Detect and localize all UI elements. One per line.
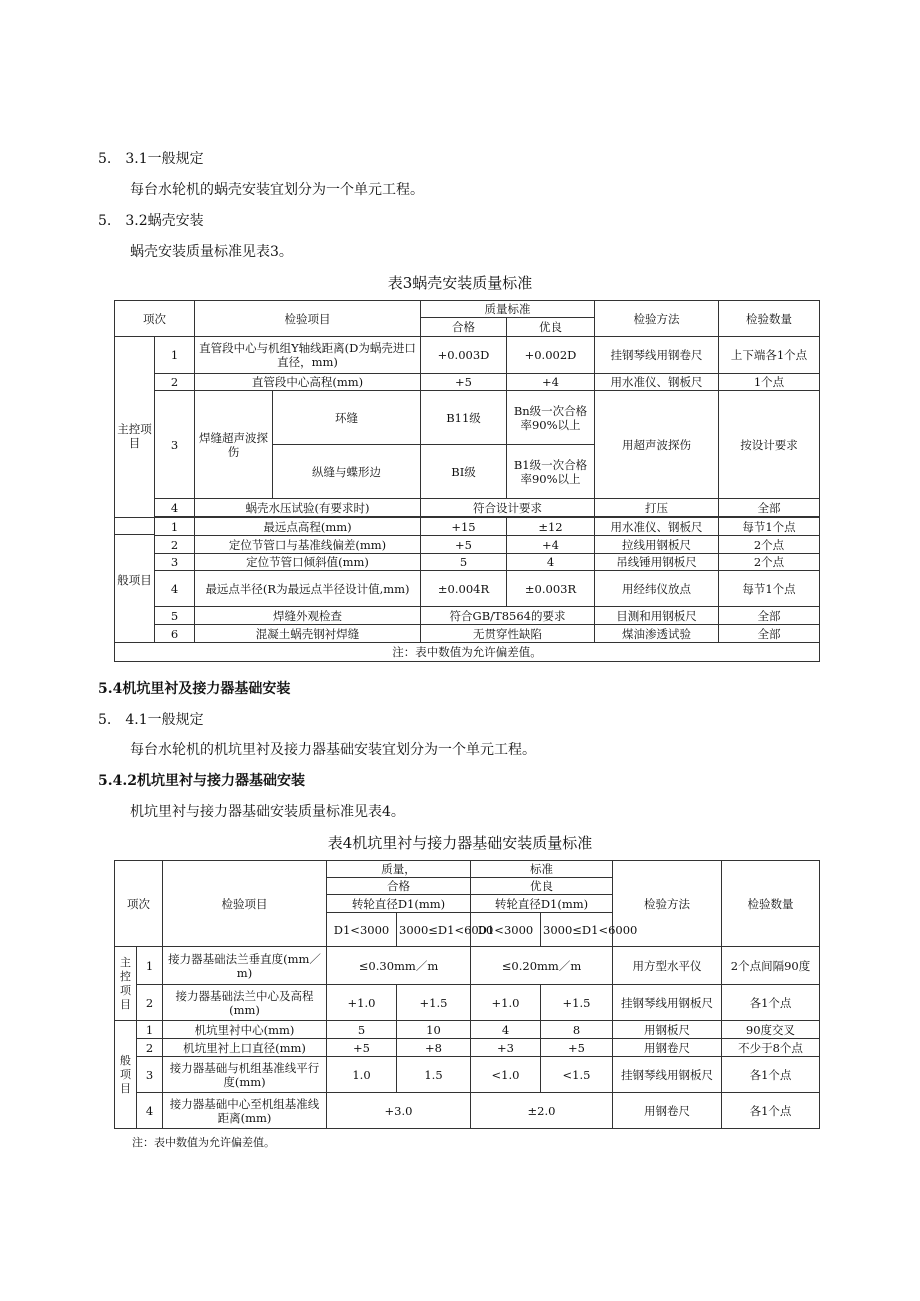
t3-row-count: 全部: [719, 499, 820, 517]
t3-row-item: 焊缝外观检查: [195, 607, 421, 625]
heading-5-4-1: 5. 4.1一般规定: [98, 712, 204, 728]
t3-row-pass: +5: [421, 374, 507, 391]
t4-row-count: 90度交叉: [722, 1021, 820, 1039]
t4-header-std: 标准: [471, 861, 613, 878]
t4-row-value: 1.5: [397, 1057, 471, 1093]
t3-row-count: 2个点: [719, 554, 820, 571]
table3-caption: 表3蜗壳安装质量标准: [387, 274, 533, 292]
t4-row-value: +1.0: [471, 985, 541, 1021]
t4-row-value: 5: [327, 1021, 397, 1039]
t3-row-count: 1个点: [719, 374, 820, 391]
t4-row-count: 不少于8个点: [722, 1039, 820, 1057]
t3-row-item: 定位节管口倾斜值(mm): [195, 554, 421, 571]
t3-header-item: 检验项目: [195, 301, 421, 337]
t4-header-range: D1<3000: [471, 913, 541, 947]
t4-row-item: 接力器基础法兰中心及高程(mm): [163, 985, 327, 1021]
t4-header-method: 检验方法: [613, 861, 722, 947]
t3-row-no: 4: [155, 499, 195, 517]
t3-row-method: 用超声波探伤: [595, 391, 719, 499]
t3-row-item: 直管段中心高程(mm): [195, 374, 421, 391]
t4-row-pass: ≤0.30mm／m: [327, 947, 471, 985]
t3-sub-item: 环缝: [273, 391, 421, 445]
t4-row-no: 1: [137, 947, 163, 985]
t4-header-diameter: 转轮直径D1(mm): [327, 895, 471, 913]
t4-header-range: 3000≤D1<6000: [541, 913, 613, 947]
t4-row-item: 机坑里衬中心(mm): [163, 1021, 327, 1039]
t4-row-count: 各1个点: [722, 1093, 820, 1129]
t4-row-value: +1.5: [541, 985, 613, 1021]
t3-row-method: 用水准仪、钢板尺: [595, 518, 719, 536]
t3-row-no: 3: [155, 554, 195, 571]
t4-row-pass: +3.0: [327, 1093, 471, 1129]
t4-row-item: 接力器基础法兰垂直度(mm／m): [163, 947, 327, 985]
t3-row-std: 符合GB/T8564的要求: [421, 607, 595, 625]
t4-header-diameter: 转轮直径D1(mm): [471, 895, 613, 913]
t4-row-count: 各1个点: [722, 1057, 820, 1093]
t3-row-no: 4: [155, 571, 195, 607]
t4-row-value: <1.0: [471, 1057, 541, 1093]
t4-row-value: +5: [541, 1039, 613, 1057]
t3-row-good: ±0.003R: [507, 571, 595, 607]
t3-row-count: 每节1个点: [719, 518, 820, 536]
heading-5-3-1: 5. 3.1一般规定: [98, 151, 204, 167]
t4-row-count: 各1个点: [722, 985, 820, 1021]
t3-row-pass: ±0.004R: [421, 571, 507, 607]
t4-row-no: 2: [137, 985, 163, 1021]
t3-row-method: 挂钢琴线用钢卷尺: [595, 337, 719, 374]
t3-row-pass: +5: [421, 536, 507, 554]
t4-row-value: +8: [397, 1039, 471, 1057]
t3-row-good: Bn级一次合格率90%以上: [507, 391, 595, 445]
t3-row-method: 吊线锤用钢板尺: [595, 554, 719, 571]
t4-row-count: 2个点间隔90度: [722, 947, 820, 985]
t3-row-item: 最远点半径(R为最远点半径设计值,mm): [195, 571, 421, 607]
t4-row-value: 1.0: [327, 1057, 397, 1093]
t3-row-no: 5: [155, 607, 195, 625]
t3-header-count: 检验数量: [719, 301, 820, 337]
t4-row-method: 用钢卷尺: [613, 1093, 722, 1129]
t3-row-pass: B11级: [421, 391, 507, 445]
t3-header-pass: 合格: [421, 318, 507, 337]
t3-header-xiangci: 项次: [115, 301, 195, 337]
t4-row-method: 挂钢琴线用钢板尺: [613, 985, 722, 1021]
t3-row-item: 蜗壳水压试验(有要求时): [195, 499, 421, 517]
t4-group-general: 般项目: [115, 1021, 137, 1129]
t3-group-main: 主控项目: [115, 337, 155, 535]
t3-row-count: 上下端各1个点: [719, 337, 820, 374]
paragraph-5-4-2: 机坑里衬与接力器基础安装质量标准见表4。: [130, 804, 405, 820]
t4-row-method: 用钢卷尺: [613, 1039, 722, 1057]
t4-row-no: 1: [137, 1021, 163, 1039]
t3-row-count: 每节1个点: [719, 571, 820, 607]
t4-group-main: 主控项目: [115, 947, 137, 1021]
t4-note: 注：表中数值为允许偏差值。: [132, 1136, 275, 1149]
t4-header-pass: 合格: [327, 878, 471, 895]
table3: [114, 300, 820, 535]
t4-header-xiangci: 项次: [115, 861, 163, 947]
t3-row-method: 用经纬仪放点: [595, 571, 719, 607]
t4-row-value: +3: [471, 1039, 541, 1057]
table4: [114, 860, 820, 1129]
t3-row-count: 按设计要求: [719, 391, 820, 499]
t4-row-no: 2: [137, 1039, 163, 1057]
t3-row-item: 最远点高程(mm): [195, 518, 421, 536]
t4-row-good: ±2.0: [471, 1093, 613, 1129]
t3-row-good: +0.002D: [507, 337, 595, 374]
t4-header-range: D1<3000: [327, 913, 397, 947]
t4-row-value: <1.5: [541, 1057, 613, 1093]
paragraph-5-3-1: 每台水轮机的蜗壳安装宜划分为一个单元工程。: [130, 182, 424, 198]
t3-row-no: 1: [155, 518, 195, 536]
t4-row-value: 8: [541, 1021, 613, 1039]
heading-5-4: 5.4机坑里衬及接力器基础安装: [98, 681, 291, 697]
t3-row-pass: 5: [421, 554, 507, 571]
t4-row-no: 4: [137, 1093, 163, 1129]
t3-row-pass: BI级: [421, 445, 507, 499]
t3-note: 注：表中数值为允许偏差值。: [115, 643, 820, 662]
t3-row-item: 定位节管口与基准线偏差(mm): [195, 536, 421, 554]
t3-header-std: 质量标准: [421, 301, 595, 318]
t4-row-item: 接力器基础中心至机组基准线距离(mm): [163, 1093, 327, 1129]
t3-row-std: 无贯穿性缺陷: [421, 625, 595, 643]
t3-row-good: +4: [507, 374, 595, 391]
t4-header-count: 检验数量: [722, 861, 820, 947]
t3-row-no: 3: [155, 391, 195, 499]
heading-5-3-2: 5. 3.2蜗壳安装: [98, 213, 204, 229]
t3-row-count: 2个点: [719, 536, 820, 554]
t4-row-method: 挂钢琴线用钢板尺: [613, 1057, 722, 1093]
t4-row-value: +1.0: [327, 985, 397, 1021]
t3-row-std: 符合设计要求: [421, 499, 595, 517]
t3-group-general: 般项目: [115, 518, 155, 643]
t4-row-value: 4: [471, 1021, 541, 1039]
t3-row-good: ±12: [507, 518, 595, 536]
t3-header-good: 优良: [507, 318, 595, 337]
t4-header-range: 3000≤D1<6000: [397, 913, 471, 947]
t4-row-method: 用方型水平仪: [613, 947, 722, 985]
t3-row-no: 2: [155, 536, 195, 554]
t3-row-pass: +15: [421, 518, 507, 536]
t3-header-method: 检验方法: [595, 301, 719, 337]
t3-row-item: 直管段中心与机组Y轴线距离(D为蜗壳进口直径，mm): [195, 337, 421, 374]
t3-row-no: 6: [155, 625, 195, 643]
t4-row-item: 机坑里衬上口直径(mm): [163, 1039, 327, 1057]
t4-header-item: 检验项目: [163, 861, 327, 947]
t3-row-count: 全部: [719, 625, 820, 643]
t3-row-good: B1级一次合格率90%以上: [507, 445, 595, 499]
table3-general: [114, 517, 820, 662]
t3-row-method: 目测和用钢板尺: [595, 607, 719, 625]
t4-row-value: +5: [327, 1039, 397, 1057]
t4-header-good: 优良: [471, 878, 613, 895]
t3-row-no: 2: [155, 374, 195, 391]
t4-row-method: 用钢板尺: [613, 1021, 722, 1039]
t3-row-method: 煤油渗透试验: [595, 625, 719, 643]
t4-row-no: 3: [137, 1057, 163, 1093]
paragraph-5-4-1: 每台水轮机的机坑里衬及接力器基础安装宜划分为一个单元工程。: [130, 742, 536, 758]
t3-row-good: 4: [507, 554, 595, 571]
t3-row-method: 用水准仪、钢板尺: [595, 374, 719, 391]
t4-row-value: 10: [397, 1021, 471, 1039]
t3-row-pass: +0.003D: [421, 337, 507, 374]
t3-row-good: +4: [507, 536, 595, 554]
t4-header-quality: 质量，: [327, 861, 471, 878]
t4-row-good: ≤0.20mm／m: [471, 947, 613, 985]
t3-row-item: 焊缝超声波探伤: [195, 391, 273, 499]
heading-5-4-2: 5.4.2机坑里衬与接力器基础安装: [98, 773, 305, 789]
paragraph-5-3-2: 蜗壳安装质量标准见表3。: [130, 244, 293, 260]
t3-row-method: 拉线用钢板尺: [595, 536, 719, 554]
t4-row-value: +1.5: [397, 985, 471, 1021]
t3-row-method: 打压: [595, 499, 719, 517]
t4-row-item: 接力器基础与机组基准线平行度(mm): [163, 1057, 327, 1093]
t3-sub-item: 纵缝与蝶形边: [273, 445, 421, 499]
t3-row-item: 混凝土蜗壳钢衬焊缝: [195, 625, 421, 643]
table4-caption: 表4机坑里衬与接力器基础安装质量标准: [327, 834, 593, 852]
t3-row-count: 全部: [719, 607, 820, 625]
t3-row-no: 1: [155, 337, 195, 374]
